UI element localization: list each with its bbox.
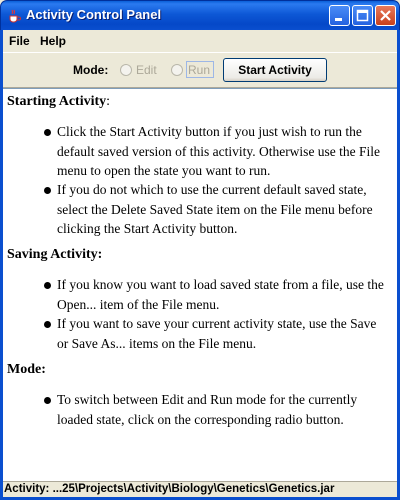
bullet-text: If you do not which to use the current default saved state, select the Delete Saved State item on the File menu before clicking the Start Activity button. bbox=[57, 182, 373, 236]
instructions-panel bbox=[3, 88, 397, 481]
run-radio-button[interactable] bbox=[171, 64, 183, 76]
close-icon bbox=[376, 6, 395, 25]
bullet-text: If you want to save your current activity state, use the Save or Save As... items on the File menu. bbox=[57, 316, 377, 351]
bullet-icon bbox=[44, 397, 51, 404]
title-bar[interactable] bbox=[0, 0, 400, 30]
maximize-button[interactable] bbox=[352, 5, 373, 26]
section-heading-starting-colon: : bbox=[106, 94, 111, 109]
window-title: Activity Control Panel bbox=[26, 7, 162, 22]
bullet-icon bbox=[44, 129, 51, 136]
bullet-text: If you know you want to load saved state from a file, use the Open... item of the File menu. bbox=[57, 277, 384, 312]
run-radio-label[interactable]: Run bbox=[188, 63, 211, 77]
mode-label: Mode: bbox=[73, 63, 109, 77]
maximize-icon bbox=[353, 6, 372, 25]
bullet-icon bbox=[44, 282, 51, 289]
edit-radio-label[interactable]: Edit bbox=[136, 63, 157, 77]
bullet-text: To switch between Edit and Run mode for the currently loaded state, click on the corresponding radio button. bbox=[57, 392, 358, 427]
mode-toolbar bbox=[3, 52, 397, 88]
bullet-icon bbox=[44, 187, 51, 194]
minimize-button[interactable] bbox=[329, 5, 350, 26]
bullet-text: Click the Start Activity button if you just wish to run the default saved version of this activity. Otherwise use the File menu to open the state you want to run. bbox=[57, 124, 381, 178]
edit-radio-button[interactable] bbox=[120, 64, 132, 76]
close-button[interactable] bbox=[375, 5, 396, 26]
menu-file[interactable]: File bbox=[9, 34, 30, 48]
java-cup-icon bbox=[6, 8, 22, 24]
section-heading-saving: Saving Activity: bbox=[7, 247, 103, 262]
bullet-icon bbox=[44, 321, 51, 328]
section-heading-starting-text: Starting Activity bbox=[7, 94, 107, 109]
menu-bar bbox=[3, 30, 397, 52]
status-bar: Activity: ...25\Projects\Activity\Biology\Genetics\Genetics.jar bbox=[3, 481, 397, 497]
section-heading-mode: Mode: bbox=[7, 362, 46, 377]
minimize-icon bbox=[330, 6, 349, 25]
menu-help[interactable]: Help bbox=[40, 34, 67, 48]
section-heading-starting bbox=[7, 94, 110, 110]
start-activity-button[interactable]: Start Activity bbox=[223, 58, 327, 82]
